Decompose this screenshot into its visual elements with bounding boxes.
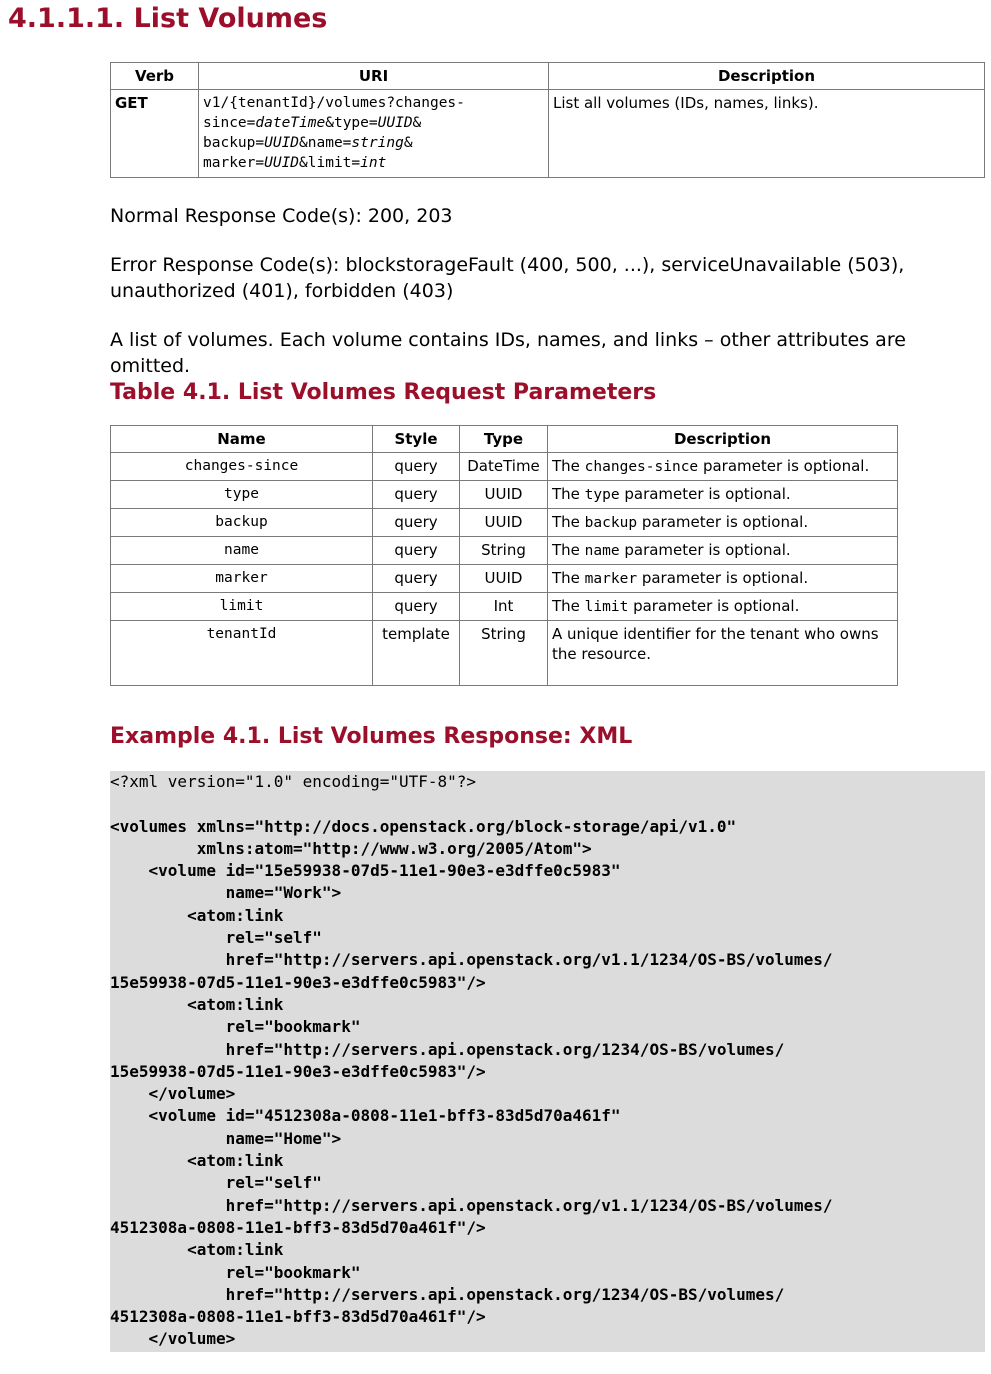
code-line: <?xml version="1.0" encoding="UTF-8"?> xyxy=(110,772,477,791)
normal-response-codes: Normal Response Code(s): 200, 203 xyxy=(110,205,453,227)
param-type-cell: UUID xyxy=(460,509,548,537)
desc-text: The xyxy=(552,485,585,503)
desc-text: parameter is optional. xyxy=(637,513,809,531)
code-line: rel="self" xyxy=(110,928,322,948)
params-table xyxy=(110,425,898,686)
param-description-cell xyxy=(548,481,898,509)
header-verb: Verb xyxy=(111,63,199,90)
header-uri: URI xyxy=(199,63,549,90)
table-row xyxy=(111,509,898,537)
uri-part: marker= xyxy=(203,155,265,171)
code-line: href="http://servers.api.openstack.org/1234/OS-BS/volumes/ xyxy=(110,1284,785,1304)
desc-code: limit xyxy=(584,599,629,615)
param-type-cell: DateTime xyxy=(460,453,548,481)
uri-part: v1/{tenantId}/volumes?changes- xyxy=(203,95,465,111)
param-style-cell: template xyxy=(373,621,460,686)
desc-text: The xyxy=(552,541,585,559)
desc-text: parameter is optional. xyxy=(637,569,809,587)
uri-table-row xyxy=(111,90,985,178)
uri-part: int xyxy=(360,155,387,171)
uri-description-cell: List all volumes (IDs, names, links). xyxy=(549,90,985,178)
table-row xyxy=(111,593,898,621)
code-line: href="http://servers.api.openstack.org/v1.1/1234/OS-BS/volumes/ xyxy=(110,950,833,970)
desc-text: The xyxy=(552,569,585,587)
uri-part: since= xyxy=(203,115,256,131)
table-row xyxy=(111,453,898,481)
desc-text: The xyxy=(552,597,585,615)
param-description-cell xyxy=(548,565,898,593)
param-name-cell: marker xyxy=(111,565,373,593)
code-line: <atom:link xyxy=(110,1151,284,1171)
table-row xyxy=(111,621,898,686)
param-description-cell xyxy=(548,537,898,565)
params-body xyxy=(111,453,898,686)
code-line: name="Work"> xyxy=(110,883,342,903)
table-row xyxy=(111,565,898,593)
uri-table xyxy=(110,62,985,178)
code-line: href="http://servers.api.openstack.org/v1.1/1234/OS-BS/volumes/ xyxy=(110,1195,833,1215)
code-line: 15e59938-07d5-11e1-90e3-e3dffe0c5983"/> xyxy=(110,972,486,992)
param-type-cell: String xyxy=(460,621,548,686)
header-description: Description xyxy=(549,63,985,90)
section-title: 4.1.1.1. List Volumes xyxy=(8,3,328,34)
uri-cell xyxy=(199,90,549,178)
uri-part: UUID xyxy=(264,135,300,151)
param-description-cell xyxy=(548,621,898,686)
code-line: <atom:link xyxy=(110,1240,284,1260)
param-type-cell: Int xyxy=(460,593,548,621)
desc-text: The xyxy=(552,513,585,531)
param-description-cell xyxy=(548,593,898,621)
desc-text: parameter is optional. xyxy=(619,485,791,503)
desc-code: marker xyxy=(584,571,638,587)
error-codes-line-2: unauthorized (401), forbidden (403) xyxy=(110,280,454,302)
param-name-cell: tenantId xyxy=(111,621,373,686)
param-style-cell: query xyxy=(373,481,460,509)
code-line: 4512308a-0808-11e1-bff3-83d5d70a461f"/> xyxy=(110,1217,486,1237)
uri-part: & xyxy=(412,115,422,131)
param-type-cell: UUID xyxy=(460,565,548,593)
header-type: Type xyxy=(460,426,548,453)
code-line: <volume id="15e59938-07d5-11e1-90e3-e3dffe0c5983" xyxy=(110,861,621,881)
param-style-cell: query xyxy=(373,509,460,537)
param-description-cell xyxy=(548,453,898,481)
example-title: Example 4.1. List Volumes Response: XML xyxy=(110,724,633,749)
uri-part: UUID xyxy=(377,115,413,131)
code-line: <atom:link xyxy=(110,994,284,1014)
params-table-title: Table 4.1. List Volumes Request Parameters xyxy=(110,380,657,405)
code-line: name="Home"> xyxy=(110,1128,342,1148)
desc-text: parameter is optional. xyxy=(619,541,791,559)
param-name-cell: name xyxy=(111,537,373,565)
param-name-cell: backup xyxy=(111,509,373,537)
error-codes-line-1: Error Response Code(s): blockstorageFault (400, 500, ...), serviceUnavailable (503), xyxy=(110,254,905,276)
xml-code xyxy=(110,771,985,1351)
uri-part: backup= xyxy=(203,135,265,151)
verb-cell: GET xyxy=(111,90,199,178)
desc-code: name xyxy=(584,543,620,559)
code-line: 15e59938-07d5-11e1-90e3-e3dffe0c5983"/> xyxy=(110,1061,486,1081)
code-line: rel="bookmark" xyxy=(110,1017,361,1037)
uri-part: &limit= xyxy=(299,155,361,171)
param-style-cell: query xyxy=(373,593,460,621)
code-line: <atom:link xyxy=(110,905,284,925)
uri-part: &name= xyxy=(299,135,352,151)
code-line: </volume> xyxy=(110,1329,236,1349)
xml-code-block xyxy=(110,771,985,1352)
code-line: xmlns:atom="http://www.w3.org/2005/Atom"> xyxy=(110,838,592,858)
param-style-cell: query xyxy=(373,565,460,593)
param-name-cell: changes-since xyxy=(111,453,373,481)
uri-table-header-row xyxy=(111,63,985,90)
param-name-cell: type xyxy=(111,481,373,509)
desc-text: A unique identifier for the tenant who owns the resource. xyxy=(552,625,879,663)
code-line: 4512308a-0808-11e1-bff3-83d5d70a461f"/> xyxy=(110,1307,486,1327)
desc-text: parameter is optional. xyxy=(628,597,800,615)
code-line: <volumes xmlns="http://docs.openstack.org/block-storage/api/v1.0" xyxy=(110,816,737,836)
param-description-cell xyxy=(548,509,898,537)
code-line: rel="self" xyxy=(110,1173,322,1193)
param-name-cell: limit xyxy=(111,593,373,621)
uri-part: &type= xyxy=(325,115,378,131)
desc-text: parameter is optional. xyxy=(698,457,870,475)
uri-part: UUID xyxy=(264,155,300,171)
header-style: Style xyxy=(373,426,460,453)
summary-paragraph: A list of volumes. Each volume contains IDs, names, and links – other attributes are omitted. xyxy=(110,329,906,377)
code-line: </volume> xyxy=(110,1084,236,1104)
desc-code: type xyxy=(584,487,620,503)
params-header-row xyxy=(111,426,898,453)
code-line: rel="bookmark" xyxy=(110,1262,361,1282)
code-line: href="http://servers.api.openstack.org/1234/OS-BS/volumes/ xyxy=(110,1039,785,1059)
header-name: Name xyxy=(111,426,373,453)
code-line: <volume id="4512308a-0808-11e1-bff3-83d5d70a461f" xyxy=(110,1106,621,1126)
header-param-description: Description xyxy=(548,426,898,453)
uri-part: string xyxy=(351,135,404,151)
table-row xyxy=(111,481,898,509)
error-response-codes xyxy=(110,252,990,304)
uri-part: dateTime xyxy=(255,115,326,131)
desc-code: changes-since xyxy=(584,459,699,475)
desc-code: backup xyxy=(584,515,638,531)
param-style-cell: query xyxy=(373,537,460,565)
code-line xyxy=(110,793,985,815)
param-style-cell: query xyxy=(373,453,460,481)
param-type-cell: UUID xyxy=(460,481,548,509)
uri-part: & xyxy=(403,135,413,151)
param-type-cell: String xyxy=(460,537,548,565)
table-row xyxy=(111,537,898,565)
desc-text: The xyxy=(552,457,585,475)
